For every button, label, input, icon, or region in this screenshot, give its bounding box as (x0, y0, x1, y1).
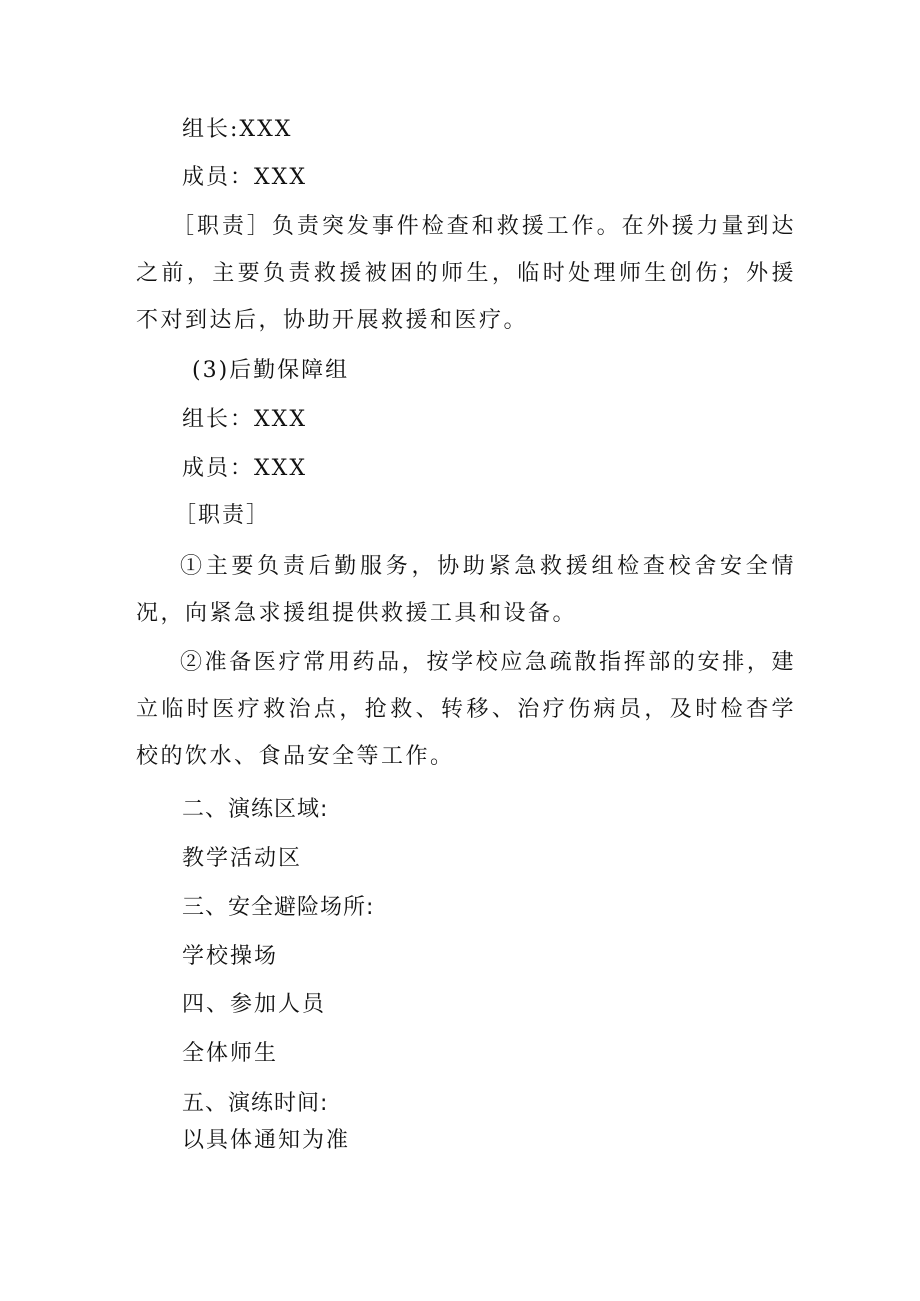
logistics-duty-label: ［职责］ (174, 503, 271, 528)
section-3-content: 学校操场 (182, 944, 279, 969)
section-5-content: 以具体通知为准 (182, 1128, 351, 1153)
logistics-group-members: 成员：XXX (182, 456, 307, 481)
logistics-group-title: (3)后勤保障组 (192, 358, 350, 383)
section-3-heading: 三、安全避险场所: (182, 895, 375, 920)
section-2-content: 教学活动区 (182, 846, 303, 871)
section-4-content: 全体师生 (182, 1041, 279, 1066)
logistics-duty-2: ②准备医疗常用药品，按学校应急疏散指挥部的安排，建立临时医疗救治点，抢救、转移、治疗伤病员，及时检杳学校的饮水、食品安全等工作。 (136, 650, 796, 769)
section-5-heading: 五、演练时间: (182, 1091, 329, 1116)
rescue-group-members: 成员：XXX (182, 165, 307, 190)
section-4-heading: 四、参加人员 (182, 992, 327, 1017)
logistics-duty-1: ①主要负责后勤服务，协助紧急救援组检查校舍安全情况，向紧急求援组提供救援工具和设备。 (136, 554, 796, 626)
rescue-group-duty: ［职责］负责突发事件检查和救援工作。在外援力量到达之前，主要负责救援被困的师生，临时处理师生创伤；外援不对到达后，协助开展救援和医疗。 (136, 214, 796, 333)
logistics-group-leader: 组长：XXX (182, 407, 307, 432)
rescue-group-leader: 组长:XXX (182, 117, 293, 142)
section-2-heading: 二、演练区域: (182, 797, 329, 822)
